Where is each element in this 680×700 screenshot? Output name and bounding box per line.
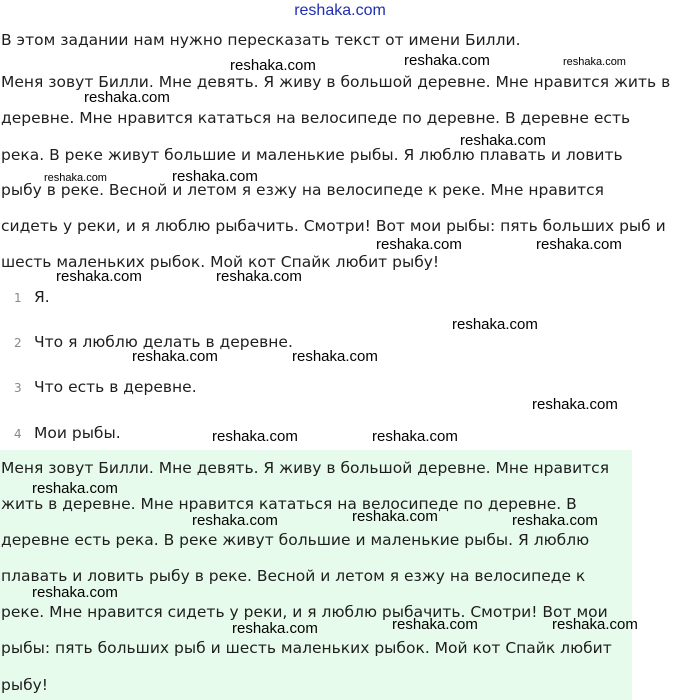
watermark-text: reshaka.com <box>232 620 318 637</box>
plan-item-number: 1 <box>14 291 22 305</box>
watermark-text: reshaka.com <box>563 56 626 68</box>
answer-line: жить в деревне. Мне нравится кататься на велосипеде по деревне. В <box>1 495 577 513</box>
answer-line: реке. Мне нравится сидеть у реки, и я люблю рыбачить. Смотри! Вот мои <box>1 603 608 621</box>
watermark-text: reshaka.com <box>552 616 638 633</box>
plan-item <box>14 377 197 398</box>
watermark-text: reshaka.com <box>44 172 107 184</box>
watermark-text: reshaka.com <box>460 132 546 149</box>
watermark-text: reshaka.com <box>84 89 170 106</box>
plan-item-text: Мои рыбы. <box>34 424 121 442</box>
story-line: рыбу в реке. Весной и летом я езжу на велосипеде к реке. Мне нравится <box>1 181 604 199</box>
watermark-text: reshaka.com <box>132 348 218 365</box>
story-line: шесть маленьких рыбок. Мой кот Спайк любит рыбу! <box>1 253 440 271</box>
watermark-text: reshaka.com <box>292 348 378 365</box>
story-line: сидеть у реки, и я люблю рыбачить. Смотри! Вот мои рыбы: пять больших рыб и <box>1 217 666 235</box>
watermark-text: reshaka.com <box>230 57 316 74</box>
plan-item <box>14 423 121 444</box>
answer-line: плавать и ловить рыбу в реке. Весной и летом я езжу на велосипеде к <box>1 567 586 585</box>
watermark-text: reshaka.com <box>32 480 118 497</box>
story-line: Меня зовут Билли. Мне девять. Я живу в большой деревне. Мне нравится жить в <box>1 73 671 91</box>
answer-line: Меня зовут Билли. Мне девять. Я живу в большой деревне. Мне нравится <box>1 459 610 477</box>
plan-item-number: 3 <box>14 381 22 395</box>
intro-text: В этом задании нам нужно пересказать текст от имени Билли. <box>1 31 521 49</box>
watermark-text: reshaka.com <box>212 428 298 445</box>
plan-item-number: 2 <box>14 336 22 350</box>
answer-line: деревне есть река. В реке живут большие и маленькие рыбы. Я люблю <box>1 531 590 549</box>
watermark-text: reshaka.com <box>216 268 302 285</box>
watermark-text: reshaka.com <box>32 584 118 601</box>
watermark-text: reshaka.com <box>404 52 490 69</box>
watermark-text: reshaka.com <box>452 316 538 333</box>
watermark-text: reshaka.com <box>56 268 142 285</box>
story-line: река. В реке живут большие и маленькие рыбы. Я люблю плавать и ловить <box>1 146 623 164</box>
plan-item <box>14 287 50 308</box>
watermark-text: reshaka.com <box>376 236 462 253</box>
plan-item-text: Я. <box>34 288 50 306</box>
watermark-text: reshaka.com <box>352 508 438 525</box>
plan-item-text: Что я люблю делать в деревне. <box>34 333 293 351</box>
watermark-text: reshaka.com <box>512 512 598 529</box>
watermark-text: reshaka.com <box>392 616 478 633</box>
watermark-text: reshaka.com <box>172 168 258 185</box>
watermark-text: reshaka.com <box>532 396 618 413</box>
answer-line: рыбу! <box>1 676 49 694</box>
site-header-link[interactable]: reshaka.com <box>294 2 386 19</box>
plan-item-text: Что есть в деревне. <box>34 378 197 396</box>
plan-item-number: 4 <box>14 427 22 441</box>
story-line: деревне. Мне нравится кататься на велосипеде по деревне. В деревне есть <box>1 109 631 127</box>
watermark-text: reshaka.com <box>372 428 458 445</box>
watermark-text: reshaka.com <box>192 512 278 529</box>
answer-line: рыбы: пять больших рыб и шесть маленьких рыбок. Мой кот Спайк любит <box>1 639 612 657</box>
watermark-text: reshaka.com <box>536 236 622 253</box>
